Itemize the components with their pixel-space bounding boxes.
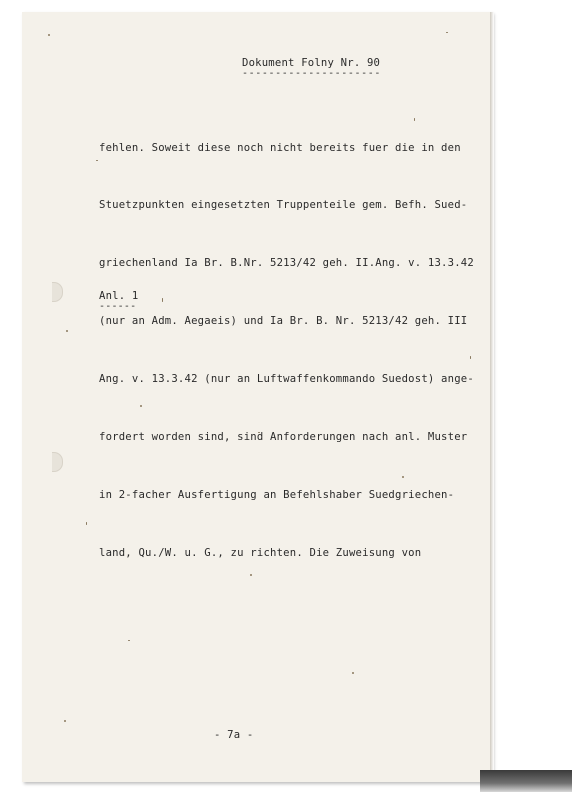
- punch-hole: [52, 452, 63, 472]
- paper-speck: [128, 640, 130, 641]
- paper-speck: [48, 34, 50, 36]
- title-underline: ---------------------: [242, 68, 382, 79]
- body-line: griechenland Ia Br. B.Nr. 5213/42 geh. II.Ang. v. 13.3.42: [99, 257, 474, 270]
- scan-shadow: [480, 770, 572, 792]
- paper-speck: [352, 672, 354, 674]
- body-line: (nur an Adm. Aegaeis) und Ia Br. B. Nr. 5213/42 geh. III: [99, 315, 468, 328]
- attachment-label: Anl. 1: [99, 290, 139, 302]
- body-line: in 2-facher Ausfertigung an Befehlshaber Suedgriechen-: [99, 488, 455, 501]
- body-line: fehlen. Soweit diese noch nicht bereits fuer die in den: [99, 141, 461, 154]
- paper-speck: [86, 522, 87, 525]
- paper-speck: [66, 330, 68, 332]
- body-line: land, Qu./W. u. G., zu richten. Die Zuweisung von: [99, 546, 422, 559]
- document-title: Dokument Folny Nr. 90: [242, 57, 381, 69]
- page-number: - 7a -: [214, 729, 254, 741]
- body-line: fordert worden sind, sind Anforderungen nach anl. Muster: [99, 431, 468, 444]
- paper-speck: [64, 720, 66, 722]
- body-line: Stuetzpunkten eingesetzten Truppenteile gem. Befh. Sued-: [99, 199, 468, 212]
- paper-speck: [96, 160, 98, 161]
- body-line: Ang. v. 13.3.42 (nur an Luftwaffenkommando Suedost) ange-: [99, 373, 474, 386]
- paper-right-edge: [490, 12, 494, 782]
- attachment-underline: ------: [99, 301, 137, 312]
- paper-speck: [446, 32, 448, 33]
- body-text: [99, 100, 474, 602]
- punch-hole: [52, 282, 63, 302]
